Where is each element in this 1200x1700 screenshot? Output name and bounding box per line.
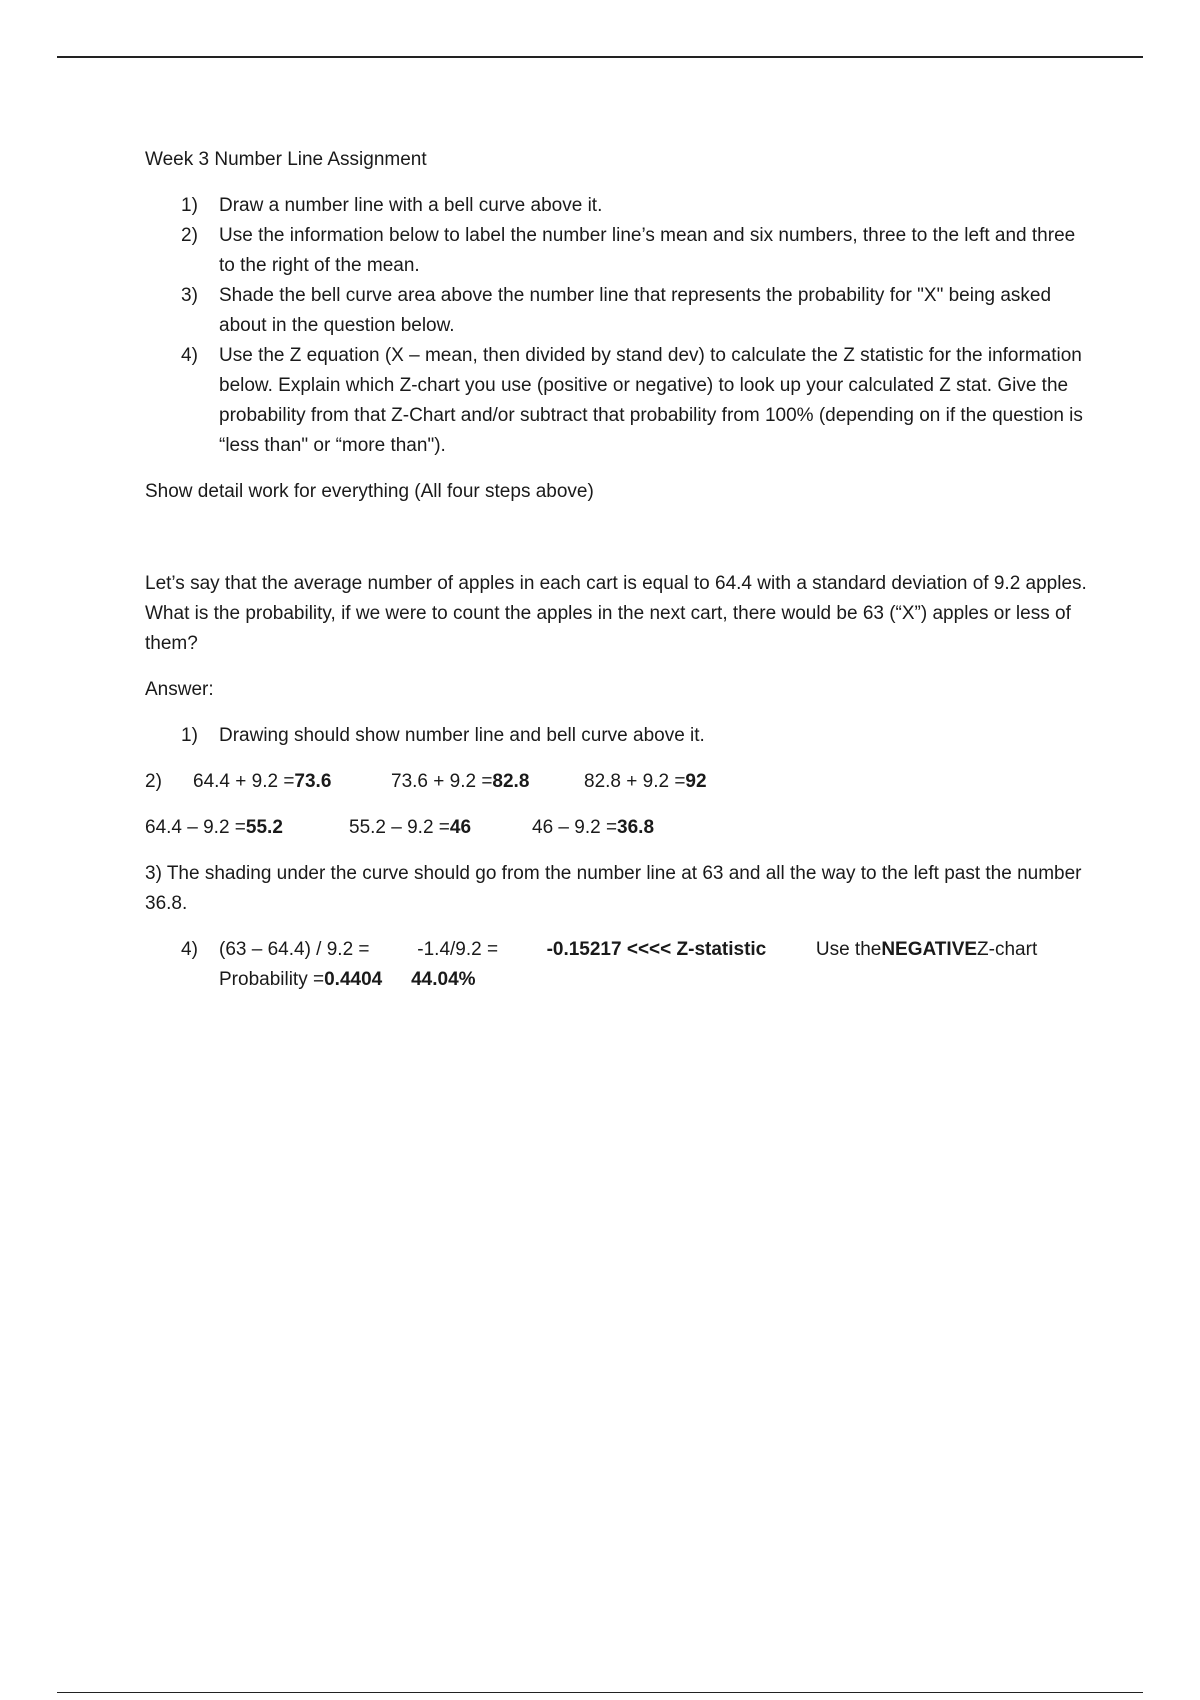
instruction-list (145, 191, 1090, 461)
equation: 46 – 9.2 =36.8 (532, 817, 655, 838)
instruction-item: 3) Shade the bell curve area above the number line that represents the probability for "X" being asked about in the question below. (181, 285, 1052, 336)
equation: 64.4 + 9.2 =73.6 (193, 771, 332, 792)
equation: 55.2 – 9.2 =46 (349, 817, 472, 838)
header-rule (57, 56, 1143, 58)
answer-step-2-right: 2) 64.4 + 9.2 =73.6 73.6 + 9.2 =82.8 82.8 + 9.2 =92 (145, 767, 1090, 797)
instruction-item: 2) Use the information below to label the number line’s mean and six numbers, three to the left and three to the right of the mean. (181, 225, 1076, 276)
show-detail-note: Show detail work for everything (All four steps above) (145, 481, 594, 502)
equation: 64.4 – 9.2 =55.2 (145, 817, 283, 838)
answer-step-4: 4) (63 – 64.4) / 9.2 = -1.4/9.2 = -0.15217 <<<< Z-statistic Use theNEGATIVEZ-chart Probability =0.4404 44.04% (145, 935, 1090, 995)
question-text: Let’s say that the average number of apples in each cart is equal to 64.4 with a standard deviation of 9.2 apples. What is the probability, if we were to count the apples in the next cart, there would be 63 (“X”) apples or less of them? (145, 573, 1087, 654)
answer-step-1: 1) Drawing should show number line and bell curve above it. (181, 725, 705, 746)
equation: 73.6 + 9.2 =82.8 (391, 771, 530, 792)
answer-step-3: 3) The shading under the curve should go from the number line at 63 and all the way to the left past the number 36.8. (145, 863, 1082, 914)
footer-rule (57, 1692, 1143, 1693)
equation: 82.8 + 9.2 =92 (584, 771, 707, 792)
answer-step-2-left (145, 813, 1090, 843)
document-title: Week 3 Number Line Assignment (145, 149, 427, 170)
document-body (145, 145, 1090, 995)
answer-label: Answer: (145, 679, 214, 700)
chart-choice: Use theNEGATIVEZ-chart (815, 939, 1038, 960)
instruction-item: 1) Draw a number line with a bell curve above it. (181, 195, 603, 216)
instruction-item: 4) Use the Z equation (X – mean, then divided by stand dev) to calculate the Z statistic for the information below. Explain which Z-chart you use (positive or negative) to look up your calculated Z stat. Give the probability from that Z-Chart and/or subtract that probability from 100% (depending on if the question is “less than" or “more than"). (181, 345, 1083, 456)
